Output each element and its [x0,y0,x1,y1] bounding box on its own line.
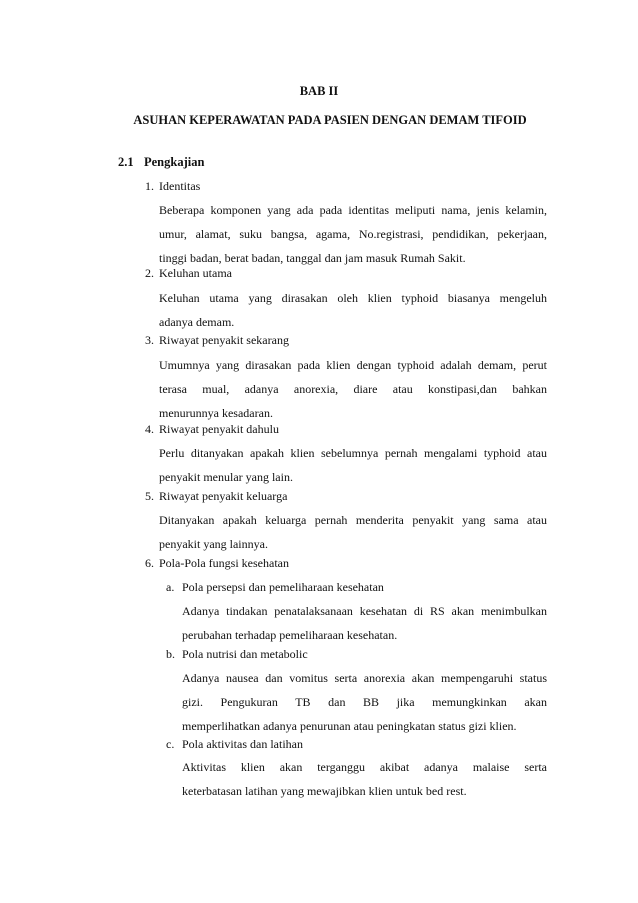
paragraph-line: gizi. Pengukuran TB dan BB jika memungkinkan akan [182,695,547,709]
list-item-identitas [145,179,200,194]
sub-item-pola-aktivitas [166,737,303,752]
item-title: Riwayat penyakit sekarang [159,333,289,347]
list-item-riwayat-sekarang [145,333,289,348]
paragraph-line: Aktivitas klien akan terganggu akibat adanya malaise serta [182,760,547,774]
paragraph-line: perubahan terhadap pemeliharaan kesehatan. [182,628,398,642]
paragraph-line: Adanya nausea dan vomitus serta anorexia akan mempengaruhi status [182,671,547,685]
sub-item-title: Pola persepsi dan pemeliharaan kesehatan [182,580,384,594]
paragraph-line: Ditanyakan apakah keluarga pernah menderita penyakit yang sama atau [159,513,547,527]
item-title: Keluhan utama [159,266,232,280]
paragraph-line: Perlu ditanyakan apakah klien sebelumnya pernah mengalami typhoid atau [159,446,547,460]
item-number: 3. [145,333,154,347]
list-item-riwayat-dahulu [145,422,279,437]
sub-item-paragraph [182,755,547,803]
item-number: 2. [145,266,154,280]
sub-item-paragraph [182,666,547,738]
item-paragraph [159,353,547,425]
sub-item-pola-persepsi [166,580,384,595]
section-title: Pengkajian [144,155,205,169]
list-item-keluhan-utama [145,266,232,281]
sub-item-paragraph [182,599,547,647]
item-title: Riwayat penyakit keluarga [159,489,288,503]
sub-item-letter: a. [166,580,175,594]
chapter-heading: BAB II [299,84,339,98]
sub-item-letter: b. [166,647,175,661]
item-number: 1. [145,179,154,193]
list-item-pola-fungsi [145,556,289,571]
paragraph-line: menurunnya kesadaran. [159,406,273,420]
sub-item-title: Pola aktivitas dan latihan [182,737,303,751]
item-paragraph [159,198,547,270]
item-paragraph [159,508,547,556]
sub-item-letter: c. [166,737,175,751]
paragraph-line: Umumnya yang dirasakan pada klien dengan typhoid adalah demam, perut [159,358,547,372]
chapter-title: ASUHAN KEPERAWATAN PADA PASIEN DENGAN DEMAM TIFOID [133,113,527,127]
paragraph-line: adanya demam. [159,315,235,329]
paragraph-line: Beberapa komponen yang ada pada identitas meliputi nama, jenis kelamin, [159,203,547,217]
paragraph-line: memperlihatkan adanya penurunan atau peningkatan status gizi klien. [182,719,517,733]
section-heading [118,155,204,170]
item-number: 6. [145,556,154,570]
item-paragraph [159,286,547,334]
list-item-riwayat-keluarga [145,489,287,504]
paragraph-line: terasa mual, adanya anorexia, diare atau konstipasi,dan bahkan [159,382,547,396]
paragraph-line: umur, alamat, suku bangsa, agama, No.registrasi, pendidikan, pekerjaan, [159,227,547,241]
item-number: 5. [145,489,154,503]
paragraph-line: penyakit yang lainnya. [159,537,268,551]
sub-item-pola-nutrisi [166,647,308,662]
item-title: Pola-Pola fungsi kesehatan [159,556,289,570]
item-number: 4. [145,422,154,436]
section-number: 2.1 [118,155,134,169]
paragraph-line: Adanya tindakan penatalaksanaan kesehatan di RS akan menimbulkan [182,604,547,618]
sub-item-title: Pola nutrisi dan metabolic [182,647,308,661]
paragraph-line: keterbatasan latihan yang mewajibkan klien untuk bed rest. [182,784,467,798]
item-paragraph [159,441,547,489]
paragraph-line: Keluhan utama yang dirasakan oleh klien typhoid biasanya mengeluh [159,291,547,305]
paragraph-line: tinggi badan, berat badan, tanggal dan jam masuk Rumah Sakit. [159,251,466,265]
item-title: Riwayat penyakit dahulu [159,422,279,436]
paragraph-line: penyakit menular yang lain. [159,470,293,484]
item-title: Identitas [159,179,201,193]
